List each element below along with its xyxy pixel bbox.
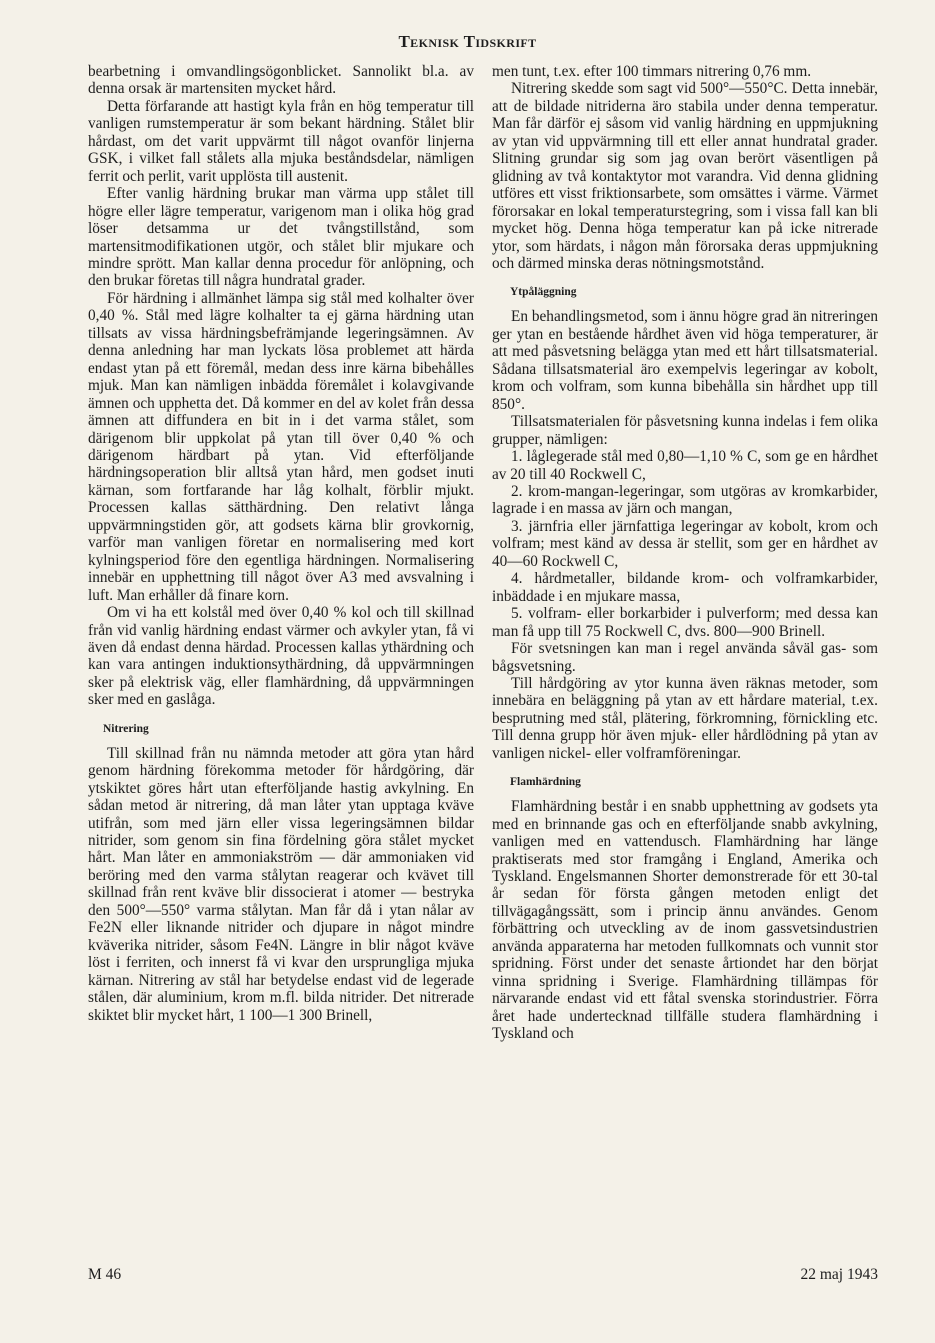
list-item: 5. volfram- eller borkarbider i pulverform; med dessa kan man få upp till 75 Rockwell C, dvs. 800—900 Brinell. xyxy=(492,605,878,640)
paragraph: men tunt, t.ex. efter 100 timmars nitrering 0,76 mm. xyxy=(492,63,812,80)
paragraph: Detta förfarande att hastigt kyla från en hög temperatur till vanligen rumstemperatur är som bekant härdning. Stålet blir hårdast, om det varit uppvärmt till något ovanför linjerna GSK, i vilket fall stålets alla mjuka beståndsdelar, nämligen ferrit och perlit, varit upplösta till austenit. xyxy=(88,97,474,185)
paragraph: En behandlingsmetod, som i ännu högre grad än nitreringen ger ytan en bestående hårdhet även vid höga temperaturer, är att med påsvetsning belägga ytan med ett hårt tillsatsmaterial. Sådana tillsatsmaterial äro exempelvis legeringar av kobolt, krom och volfram, som kunna bibehålla sin hårdhet upp till 850°. xyxy=(492,308,878,413)
list-item: 2. krom-mangan-legeringar, som utgöras av kromkarbider, lagrade i en massa av järn och mangan, xyxy=(492,482,878,518)
paragraph: Till hårdgöring av ytor kunna även räknas metoder, som innebära en beläggning på ytan av ett hårdare material, t.ex. besprutning med stål, plätering, förkromning, förnickling etc. Till denna grupp hör även mjuk- eller hårdlödning på ytan av vanligen nickel- eller volframföreningar. xyxy=(492,674,878,762)
paragraph: För svetsningen kan man i regel använda såväl gas- som bågsvetsning. xyxy=(492,640,878,675)
paragraph: Efter vanlig härdning brukar man värma upp stålet till högre eller lägre temperatur, varigenom man i olika hög grad löser detsamma ur det tvångstillstånd, som martensitmodifikationen utgör, och stålet blir mjukare och mindre sprött. Man kallar denna procedur för anlöpning, och den brukar företas till några hundratal grader. xyxy=(88,185,474,290)
paragraph: Till skillnad från nu nämnda metoder att göra ytan hård genom härdning förekomma metoder för hårdgöring, där ytskiktet göres hårt utan efterföljande hastig avkylning. En sådan metod är nitrering, då man låter ytan upptaga kväve utifrån, som med järn eller vissa legeringsämnen bildar nitrider, som genom sin fina fördelning göra stålet mycket hårt. Man låter en ammoniakström — där ammoniaken vid beröring med den varma stålytan reagerar och kvävet till skillnad från rent kväve blir dissocierat i atomer — bestryka den 500°—550° varma stålytan. Man får då i ytan nålar av Fe2N eller liknande nitrider och djupare in något mindre kväverika nitrider, såsom Fe4N. Längre in blir något kväve löst i ferriten, och innerst få vi kvar den ursprungliga mjuka kärnan. Nitrering av stål har betydelse endast vid de legerade stålen, där aluminium, krom m.fl. bilda nitrider. Det nitrerade skiktet blir mycket hårt, 1 100—1 300 Brinell, xyxy=(88,744,474,1024)
paragraph: För härdning i allmänhet lämpa sig stål med kolhalter över 0,40 %. Stål med lägre kolhalter ta ej gärna härdning utan tillsats av vissa härdningsbefrämjande legeringsämnen. Av denna anledning har man lyckats lösa problemet att härda endast ytan på ett föremål, medan dess inre kärna bibehålles mjuk. Man kan nämligen inbädda föremålet i kolavgivande ämnen och upphetta det. Då kommer en del av kolet från dessa ämnen att diffundera en bit in i det varma stålet, som därigenom blir uppkolat på ytan till över 0,40 % och därigenom härdbart på ytan. Vid efterföljande härdningsoperation blir alltså ytan hård, men godset inuti kärnan, som fortfarande har låg kolhalt, förblir mjukt. Processen kallas sätthärdning. Den relativt långa uppvärmningstiden gör, att godsets kärna blir grovkornig, varför man vanligen företar en normalisering med kort kylningsperiod före den egentliga härdningen. Normalisering innebär en upphettning till något över A3 med avsvalning i luft. Man erhåller då finare korn. xyxy=(88,289,474,604)
issue-date: 22 maj 1943 xyxy=(800,1266,878,1283)
paragraph: bearbetning i omvandlingsögonblicket. Sannolikt bl.a. av denna orsak är martensiten mycket hård. xyxy=(88,63,474,98)
right-column xyxy=(492,63,878,1043)
section-heading-ytpalaggning: Ytpåläggning xyxy=(510,286,577,299)
section-heading-nitrering: Nitrering xyxy=(103,722,149,735)
paragraph: Tillsatsmaterialen för påsvetsning kunna indelas i fem olika grupper, nämligen: xyxy=(492,413,878,448)
paragraph: Nitrering skedde som sagt vid 500°—550°C. Detta innebär, att de bildade nitriderna äro stabila under denna temperatur. Man får därför ej såsom vid vanlig härdning en uppmjukning av ytan vid uppvärmning till ett eller annat hundratal grader. Slitning grundar sig som jag ovan berört väsentligen på glidning av två kontaktytor mot varandra. Vid denna glidning utföres ett visst friktionsarbete, som omsättes i värme. Värmet förorsakar en lokal temperaturstegring, som i vissa fall kan bli mycket hög. Denna höga temperatur kan på icke nitrerade ytor, som härdats, i någon mån förorsaka deras uppmjukning och därmed minska deras nötningsmotstånd. xyxy=(492,80,878,272)
paragraph: Flamhärdning består i en snabb upphettning av godsets yta med en brinnande gas och en efterföljande snabb avkylning, vanligen med en vattendusch. Flamhärdning har länge praktiserats med stor framgång i England, Amerika och Tyskland. Engelsmannen Shorter demonstrerade för ett 30-tal år sedan för första gången metoden enligt det tillvägagångssätt, som i princip ännu användes. Genom förbättring och utveckling av de inom gassvetsindustrien använda apparaterna har metoden fullkomnats och vunnit stor spridning. Först under det senaste årtiondet har den börjat vinna spridning i Sverige. Flamhärdning tillämpas för närvarande endast vid ett fåtal svenska storindustrier. Förra året hade undertecknad tillfälle studera flamhärdning i Tyskland och xyxy=(492,798,878,1043)
section-heading-flamhardning: Flamhärdning xyxy=(510,776,581,789)
page-number: M 46 xyxy=(88,1266,122,1283)
paragraph: Om vi ha ett kolstål med över 0,40 % kol och till skillnad från vid vanlig härdning endast värmer och avkyler ytan, få vi även då endast denna härdad. Processen kallas ythärdning och kan vara antingen induktionsythärdning, då uppvärmningen sker på elektrisk väg, eller flamhärdning, då uppvärmningen sker med en gaslåga. xyxy=(88,604,474,709)
left-column xyxy=(88,63,474,1024)
list-item: 3. järnfria eller järnfattiga legeringar av kobolt, krom och volfram; mest känd av dessa är stellit, som ger en hårdhet av 40—60 Rockwell C, xyxy=(492,517,878,570)
list-item: 1. låglegerade stål med 0,80—1,10 % C, som ge en hårdhet av 20 till 40 Rockwell C, xyxy=(492,448,878,483)
journal-title: Teknisk Tidskrift xyxy=(398,32,537,51)
list-item: 4. hårdmetaller, bildande krom- och volframkarbider, inbäddade i en mjukare massa, xyxy=(492,570,878,605)
